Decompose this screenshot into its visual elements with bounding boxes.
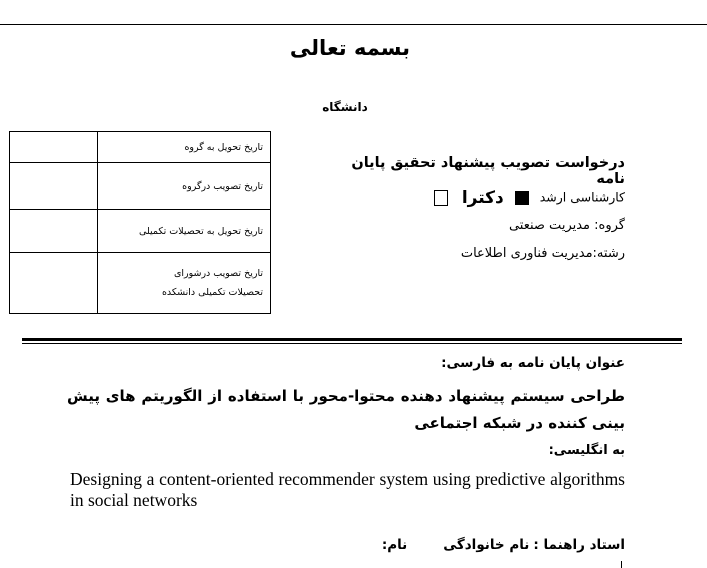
approval-label-cell <box>98 163 271 210</box>
english-title: Designing a content-oriented recommender system using predictive algorithms in social networks <box>70 469 625 510</box>
approval-label-cell <box>98 210 271 253</box>
text-cursor-mark <box>621 561 622 568</box>
university-label: دانشگاه <box>322 100 368 114</box>
request-title: درخواست تصویب پیشنهاد تحقیق پایان نامه <box>351 155 625 187</box>
section-divider-thin <box>22 343 682 344</box>
persian-title-label: عنوان پایان نامه به فارسی: <box>441 355 625 371</box>
approval-label-cell <box>98 253 271 314</box>
group-line: گروه: مدیریت صنعتی <box>508 218 625 233</box>
table-row <box>10 163 271 210</box>
delivered-to-graduate-office-label: تاریخ تحویل به تحصیلات تکمیلی <box>138 225 263 237</box>
top-rule <box>0 24 707 25</box>
supervisor-surname-label: نام خانوادگی <box>443 537 530 553</box>
table-row <box>10 210 271 253</box>
blank-cell <box>10 163 98 210</box>
council-approval-label-line2: تحصیلات تکمیلی دانشکده <box>161 287 263 298</box>
masters-checkbox[interactable] <box>515 191 529 205</box>
supervisor-label: استاد راهنما : <box>533 537 625 553</box>
council-approval-label-line1: تاریخ تصویب درشورای <box>173 268 263 279</box>
field-line: رشته:مدیریت فناوری اطلاعات <box>460 246 625 261</box>
table-row <box>10 253 271 314</box>
bismillah-heading: بسمه تعالی <box>289 36 411 60</box>
delivered-to-group-label: تاریخ تحویل به گروه <box>184 141 263 153</box>
table-row <box>10 132 271 163</box>
blank-cell <box>10 132 98 163</box>
supervisor-name-label: نام: <box>381 537 408 553</box>
blank-cell <box>10 253 98 314</box>
section-divider-thick <box>22 338 682 341</box>
approval-label-cell <box>98 132 271 163</box>
english-title-label: به انگلیسی: <box>548 443 625 458</box>
group-approval-date-label: تاریخ تصویب درگروه <box>182 180 263 192</box>
approvals-table <box>9 131 271 314</box>
masters-label: کارشناسی ارشد <box>539 189 625 205</box>
blank-cell <box>10 210 98 253</box>
phd-checkbox[interactable] <box>434 190 448 206</box>
supervisor-line <box>360 537 625 553</box>
degree-selection <box>360 188 625 208</box>
persian-title: طراحی سیستم پیشنهاد دهنده محتوا-محور با استفاده از الگوریتم های پیش بینی کننده در شبکه اجتماعی <box>67 387 625 432</box>
phd-label: دکترا <box>461 188 504 208</box>
